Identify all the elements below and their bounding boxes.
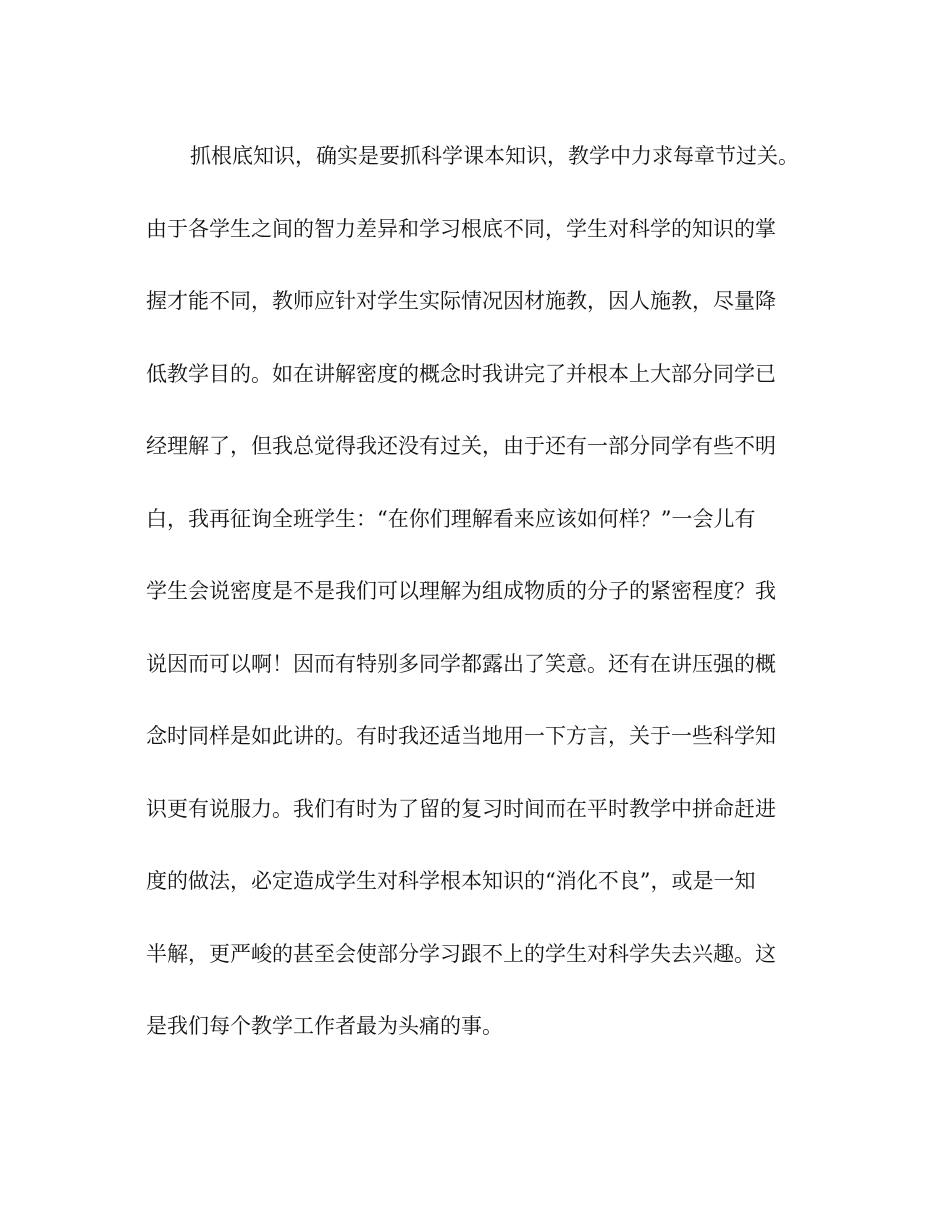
paragraph-line-1: 抓根底知识，确实是要抓科学课本知识，教学中力求每章节过关。 — [190, 144, 799, 168]
paragraph-line-3: 握才能不同，教师应针对学生实际情况因材施教，因人施教，尽量降 — [146, 289, 776, 313]
paragraph-line-2: 由于各学生之间的智力差异和学习根底不同，学生对科学的知识的掌 — [146, 216, 776, 241]
paragraph-line-5: 经理解了，但我总觉得我还没有过关，由于还有一部分同学有些不明 — [146, 434, 776, 458]
paragraph-line-12: 半解，更严峻的甚至会使部分学习跟不上的学生对科学失去兴趣。这 — [146, 941, 776, 966]
paragraph-line-6: 白，我再征询全班学生：“在你们理解看来应该如何样？”一会儿有 — [146, 506, 756, 531]
paragraph-line-13: 是我们每个教学工作者最为头痛的事。 — [146, 1014, 503, 1038]
body-paragraph — [146, 138, 826, 1081]
paragraph-line-10: 识更有说服力。我们有时为了留的复习时间而在平时教学中拼命赶进 — [146, 796, 776, 821]
paragraph-line-9: 念时同样是如此讲的。有时我还适当地用一下方言，关于一些科学知 — [146, 724, 776, 748]
paragraph-line-11: 度的做法，必定造成学生对科学根本知识的“消化不良”，或是一知 — [146, 869, 756, 893]
paragraph-line-8: 说因而可以啊！因而有特别多同学都露出了笑意。还有在讲压强的概 — [146, 651, 776, 676]
paragraph-line-4: 低教学目的。如在讲解密度的概念时我讲完了并根本上大部分同学已 — [146, 361, 776, 386]
paragraph-line-7: 学生会说密度是不是我们可以理解为组成物质的分子的紧密程度？我 — [146, 579, 776, 603]
